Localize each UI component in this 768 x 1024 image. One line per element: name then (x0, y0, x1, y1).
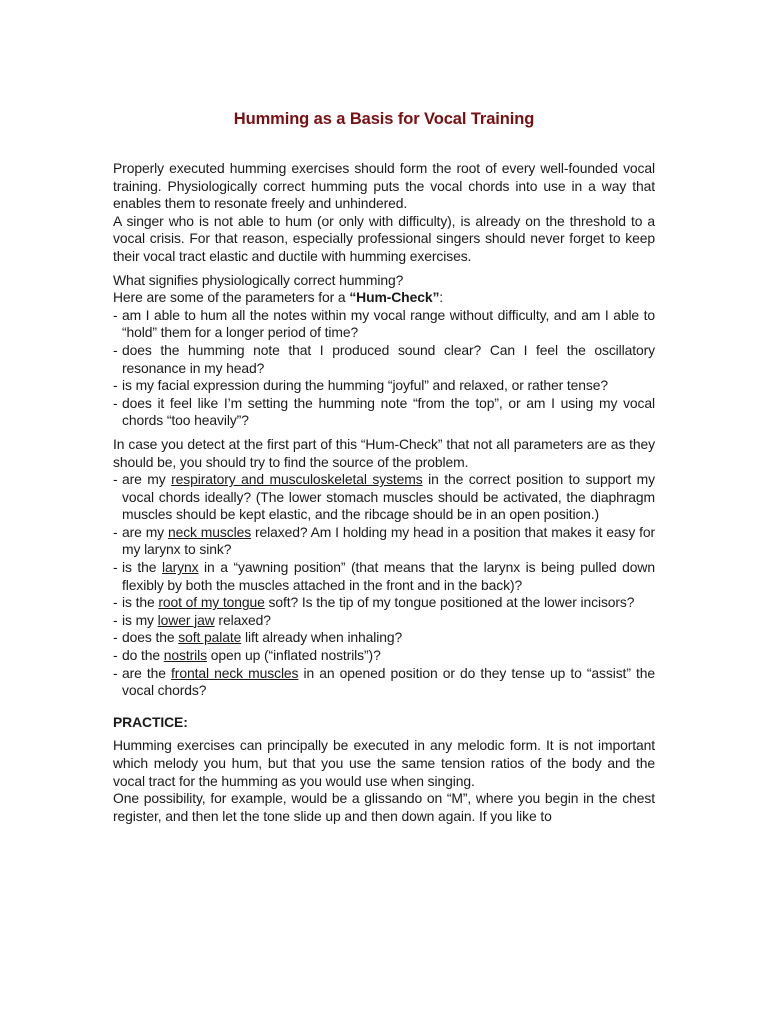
underlined-term: frontal neck muscles (171, 664, 299, 681)
list-dash: - (113, 594, 118, 611)
list-item (113, 612, 655, 630)
document-body (113, 160, 655, 825)
list-item-post: relaxed? Am I holding my head in a position that makes it easy for my larynx to sink? (122, 523, 655, 558)
list-item (113, 471, 655, 524)
list-item-text: is my facial expression during the humming “joyful” and relaxed, or rather tense? (122, 377, 609, 394)
list-dash: - (113, 523, 118, 540)
list-dash: - (113, 377, 118, 394)
list-item-pre: are the (122, 664, 172, 681)
list-item-pre: does the (122, 629, 179, 646)
underlined-term: neck muscles (167, 523, 252, 540)
list-item-post: in an opened position or do they tense up to “assist” the vocal chords? (122, 664, 655, 699)
underlined-term: larynx (162, 559, 199, 576)
list-item (113, 395, 655, 430)
list-dash: - (113, 629, 118, 646)
list-dash: - (113, 611, 118, 628)
list-item (113, 629, 655, 647)
list-dash: - (113, 664, 118, 681)
list-item-text: does it feel like I’m setting the humming note “from the top”, or am I using my vocal chords “too heavily”? (122, 394, 655, 429)
list-dash: - (113, 647, 118, 664)
practice-paragraph-1: Humming exercises can principally be executed in any melodic form. It is not important which melody you hum, but that you use the same tension ratios of the body and the vocal tract for the humming as you would use when singing. (113, 737, 655, 789)
humcheck-list (113, 307, 655, 430)
underlined-term: lower jaw (157, 611, 215, 628)
list-item-pre: do the (122, 647, 164, 664)
practice-paragraph-2: One possibility, for example, would be a glissando on “M”, where you begin in the chest register, and then let the tone slide up and then down again. If you like to (113, 790, 655, 824)
list-dash: - (113, 306, 118, 323)
list-item-post: relaxed? (214, 611, 271, 628)
humcheck-lead (113, 289, 655, 307)
intro-paragraph-1: Properly executed humming exercises should form the root of every well-founded vocal training. Physiologically correct humming puts the vocal chords into use in a way that enables them to resonate freely and unhindered. (113, 160, 655, 212)
list-item-post: in a “yawning position” (that means that the larynx is being pulled down flexibly by both the muscles attached in the front and in the back)? (122, 559, 655, 593)
list-item (113, 665, 655, 700)
list-item (113, 524, 655, 559)
list-dash: - (113, 341, 118, 358)
list-dash: - (113, 471, 118, 488)
list-item-text: am I able to hum all the notes within my vocal range without difficulty, and am I able to “hold” them for a longer period of time? (122, 306, 655, 341)
list-item-post: in the correct position to support my vocal chords ideally? (The lower stomach muscles should be activated, the diaphragm muscles should be kept elastic, and the ribcage should be in an open position.) (122, 471, 655, 523)
intro-paragraph-2: A singer who is not able to hum (or only with difficulty), is already on the threshold to a vocal crisis. For that reason, especially professional singers should never forget to keep their vocal tract elastic and ductile with humming exercises. (113, 212, 655, 264)
underlined-term: respiratory and musculoskeletal systems (171, 471, 423, 488)
list-item-pre: are my (122, 523, 168, 540)
problems-list (113, 471, 655, 700)
list-item (113, 307, 655, 342)
humcheck-question: What signifies physiologically correct humming? (113, 271, 404, 288)
underlined-term: root of my tongue (158, 594, 265, 611)
list-item (113, 594, 655, 612)
list-dash: - (113, 394, 118, 411)
hum-check-term: “Hum-Check” (349, 289, 440, 306)
list-item-pre: is the (122, 559, 163, 576)
list-item-pre: is my (122, 611, 158, 628)
practice-heading: PRACTICE: (113, 713, 188, 730)
list-item (113, 377, 655, 395)
humcheck-lead-text: Here are some of the parameters for a (113, 289, 350, 306)
list-item (113, 647, 655, 665)
list-item-pre: are my (122, 471, 172, 488)
underlined-term: nostrils (163, 647, 207, 664)
list-item-post: lift already when inhaling? (241, 629, 403, 646)
list-dash: - (113, 559, 118, 576)
list-item-text: does the humming note that I produced sound clear? Can I feel the oscillatory resonance in my head? (122, 341, 655, 376)
document-title: Humming as a Basis for Vocal Training (233, 110, 535, 128)
list-item (113, 559, 655, 594)
list-item-post: soft? Is the tip of my tongue positioned at the lower incisors? (264, 594, 635, 611)
humcheck-lead-colon: : (439, 289, 444, 306)
underlined-term: soft palate (178, 629, 242, 646)
list-item (113, 342, 655, 377)
list-item-post: open up (“inflated nostrils”)? (206, 647, 381, 664)
list-item-pre: is the (122, 594, 159, 611)
problems-intro: In case you detect at the first part of this “Hum-Check” that not all parameters are as they should be, you should try to find the source of the problem. (113, 435, 655, 470)
